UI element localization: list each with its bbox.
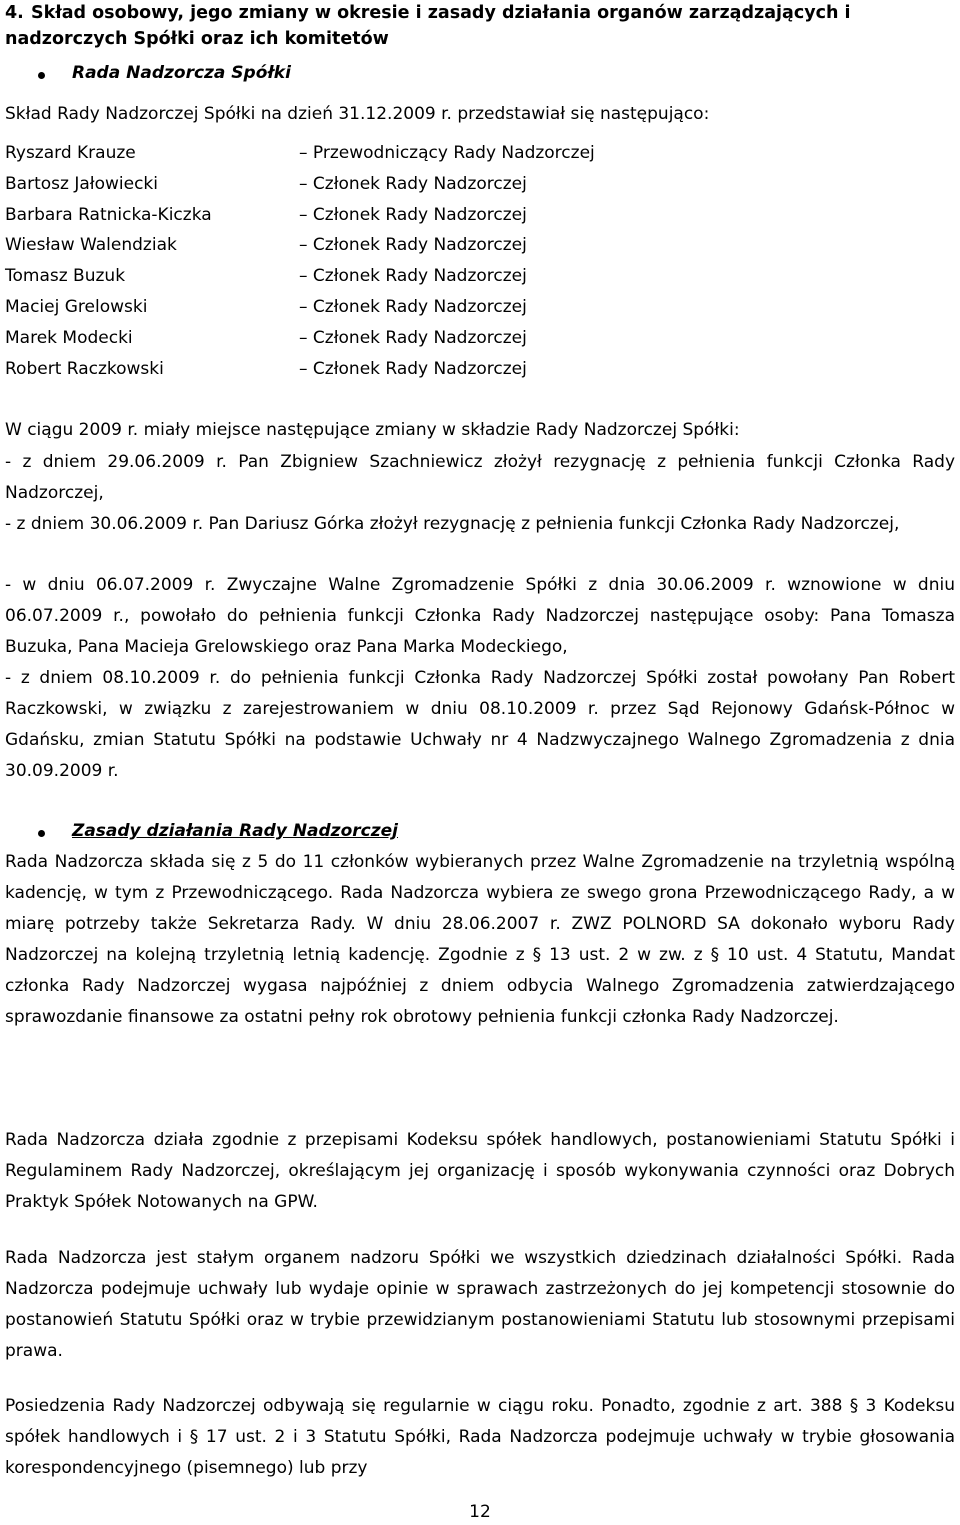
change-item: - z dniem 29.06.2009 r. Pan Zbigniew Szachniewicz złożył rezygnację z pełnienia funkcji Członka Rady Nadzorczej, — [5, 452, 955, 503]
bullet-label: Zasady działania Rady Nadzorczej — [72, 821, 398, 841]
member-role: – Członek Rady Nadzorczej — [299, 297, 527, 317]
member-name: Robert Raczkowski — [5, 359, 164, 379]
heading-text: Skład osobowy, jego zmiany w okresie i zasady działania organów zarządzających i nadzorczych Spółki oraz ich komitetów — [5, 3, 851, 49]
page-number: 12 — [469, 1502, 491, 1522]
bullet-label: Rada Nadzorcza Spółki — [72, 63, 291, 83]
member-role: – Członek Rady Nadzorczej — [299, 359, 527, 379]
member-name: Marek Modecki — [5, 328, 133, 348]
member-role: – Przewodniczący Rady Nadzorczej — [299, 143, 595, 163]
member-name: Bartosz Jałowiecki — [5, 174, 158, 194]
heading-number: 4. — [5, 3, 24, 23]
member-role: – Członek Rady Nadzorczej — [299, 266, 527, 286]
member-name: Maciej Grelowski — [5, 297, 148, 317]
member-name: Wiesław Walendziak — [5, 235, 177, 255]
paragraph: Rada Nadzorcza działa zgodnie z przepisami Kodeksu spółek handlowych, postanowieniami Statutu Spółki i Regulaminem Rady Nadzorczej, określającym jej organizację i sposób wykonywania czynności oraz Dobrych Praktyk Spółek Notowanych na GPW. — [5, 1130, 955, 1212]
bullet-icon — [38, 830, 45, 837]
section-heading — [5, 0, 955, 52]
paragraph: Rada Nadzorcza składa się z 5 do 11 członków wybieranych przez Walne Zgromadzenie na trzyletnią wspólną kadencję, w tym z Przewodniczącego. Rada Nadzorcza wybiera ze swego grona Przewodniczącego Rady, a w miarę potrzeby także Sekretarza Rady. W dniu 28.06.2007 r. ZWZ POLNORD SA dokonało wyboru Rady Nadzorczej na kolejną trzyletnią letnią kadencję. Zgodnie z § 13 ust. 2 w zw. z § 10 ust. 4 Statutu, Mandat członka Rady Nadzorczej wygasa najpóźniej z dniem odbycia Walnego Zgromadzenia zatwierdzającego sprawozdanie finansowe za ostatni pełny rok obrotowy pełnienia funkcji członka Rady Nadzorczej. — [5, 852, 955, 1027]
change-item: - z dniem 30.06.2009 r. Pan Dariusz Górka złożył rezygnację z pełnienia funkcji Członka Rady Nadzorczej, — [5, 514, 900, 534]
changes-intro: W ciągu 2009 r. miały miejsce następujące zmiany w składzie Rady Nadzorczej Spółki: — [5, 420, 740, 440]
member-role: – Członek Rady Nadzorczej — [299, 328, 527, 348]
bullet-icon — [38, 72, 45, 79]
member-role: – Członek Rady Nadzorczej — [299, 235, 527, 255]
member-name: Ryszard Krauze — [5, 143, 136, 163]
member-role: – Członek Rady Nadzorczej — [299, 174, 527, 194]
member-role: – Członek Rady Nadzorczej — [299, 205, 527, 225]
paragraph: Posiedzenia Rady Nadzorczej odbywają się regularnie w ciągu roku. Ponadto, zgodnie z art. 388 § 3 Kodeksu spółek handlowych i § 17 ust. 2 i 3 Statutu Spółki, Rada Nadzorcza podejmuje uchwały w trybie głosowania korespondencyjnego (pisemnego) lub przy — [5, 1396, 955, 1478]
member-name: Barbara Ratnicka-Kiczka — [5, 205, 212, 225]
member-name: Tomasz Buzuk — [5, 266, 126, 286]
composition-intro: Skład Rady Nadzorczej Spółki na dzień 31.12.2009 r. przedstawiał się następująco: — [5, 104, 710, 124]
paragraph: Rada Nadzorcza jest stałym organem nadzoru Spółki we wszystkich dziedzinach działalności Spółki. Rada Nadzorcza podejmuje uchwały lub wydaje opinie w sprawach zastrzeżonych do jej kompetencji stosownie do postanowień Statutu Spółki oraz w trybie przewidzianym postanowieniami Statutu lub stosownymi przepisami prawa. — [5, 1248, 955, 1361]
change-item: - w dniu 06.07.2009 r. Zwyczajne Walne Zgromadzenie Spółki z dnia 30.06.2009 r. wznowione w dniu 06.07.2009 r., powołało do pełnienia funkcji Członka Rady Nadzorczej następujące osoby: Pana Tomasza Buzuka, Pana Macieja Grelowskiego oraz Pana Marka Modeckiego, — [5, 575, 955, 657]
change-item: - z dniem 08.10.2009 r. do pełnienia funkcji Członka Rady Nadzorczej Spółki został powołany Pan Robert Raczkowski, w związku z zarejestrowaniem w dniu 08.10.2009 r. przez Sąd Rejonowy Gdańsk-Północ w Gdańsku, zmian Statutu Spółki na podstawie Uchwały nr 4 Nadzwyczajnego Walnego Zgromadzenia z dnia 30.09.2009 r. — [5, 668, 955, 781]
